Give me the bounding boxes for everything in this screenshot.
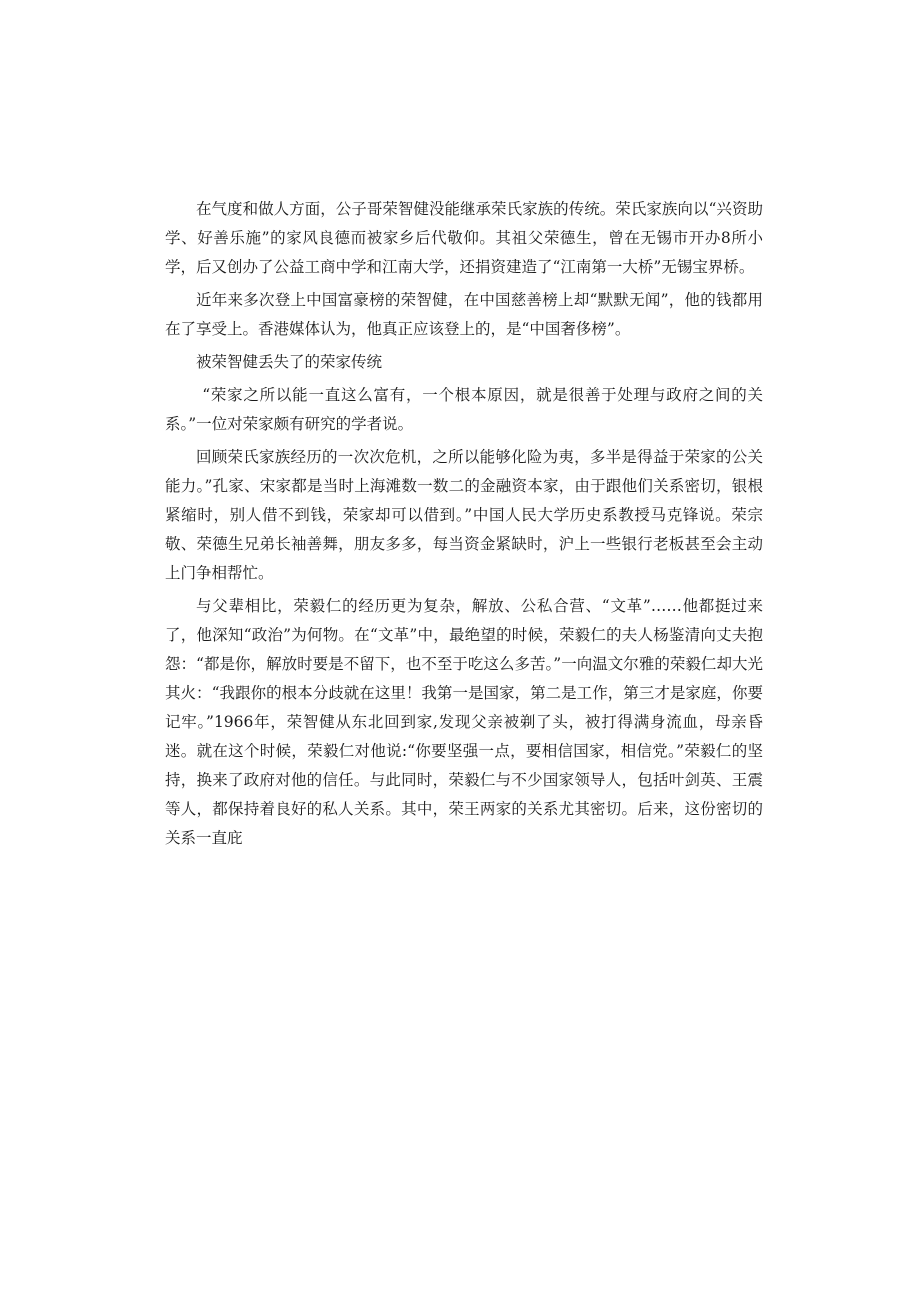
paragraph-4: 回顾荣氏家族经历的一次次危机，之所以能够化险为夷，多半是得益于荣家的公关能力。”孔家、宋家都是当时上海滩数一数二的金融资本家，由于跟他们关系密切，银根紧缩时，别人借不到钱，荣家却可以借到。”中国人民大学历史系教授马克锋说。荣宗敬、荣德生兄弟长袖善舞，朋友多多，每当资金紧缺时，沪上一些银行老板甚至会主动上门争相帮忙。 — [165, 448, 763, 582]
paragraph-2: 近年来多次登上中国富豪榜的荣智健，在中国慈善榜上却“默默无闻”，他的钱都用在了享受上。香港媒体认为，他真正应该登上的，是“中国奢侈榜”。 — [165, 291, 763, 338]
paragraph-5: 与父辈相比，荣毅仁的经历更为复杂，解放、公私合营、“文革”……他都挺过来了，他深知“政治”为何物。在“文革”中，最绝望的时候，荣毅仁的夫人杨鉴清向丈夫抱怨：“都是你，解放时要是不留下，也不至于吃这么多苦。”一向温文尔雅的荣毅仁却大光其火：“我跟你的根本分歧就在这里！我第一是国家，第二是工作，第三才是家庭，你要记牢。”1966年，荣智健从东北回到家,发现父亲被剃了头，被打得满身流血，母亲昏迷。就在这个时候，荣毅仁对他说:“你要坚强一点，要相信国家，相信党。”荣毅仁的坚持，换来了政府对他的信任。与此同时，荣毅仁与不少国家领导人，包括叶剑英、王震等人，都保持着良好的私人关系。其中，荣王两家的关系尤其密切。后来，这份密切的关系一直庇 — [165, 597, 763, 847]
article-body — [165, 195, 763, 857]
paragraph-1: 在气度和做人方面，公子哥荣智健没能继承荣氏家族的传统。荣氏家族向以“兴资助学、好善乐施”的家风良德而被家乡后代敬仰。其祖父荣德生，曾在无锡市开办8所小学，后又创办了公益工商中学和江南大学，还捐资建造了“江南第一大桥”无锡宝界桥。 — [165, 200, 763, 276]
paragraph-3: “荣家之所以能一直这么富有，一个根本原因，就是很善于处理与政府之间的关系。”一位对荣家颇有研究的学者说。 — [165, 386, 763, 433]
section-heading: 被荣智健丢失了的荣家传统 — [196, 353, 383, 371]
